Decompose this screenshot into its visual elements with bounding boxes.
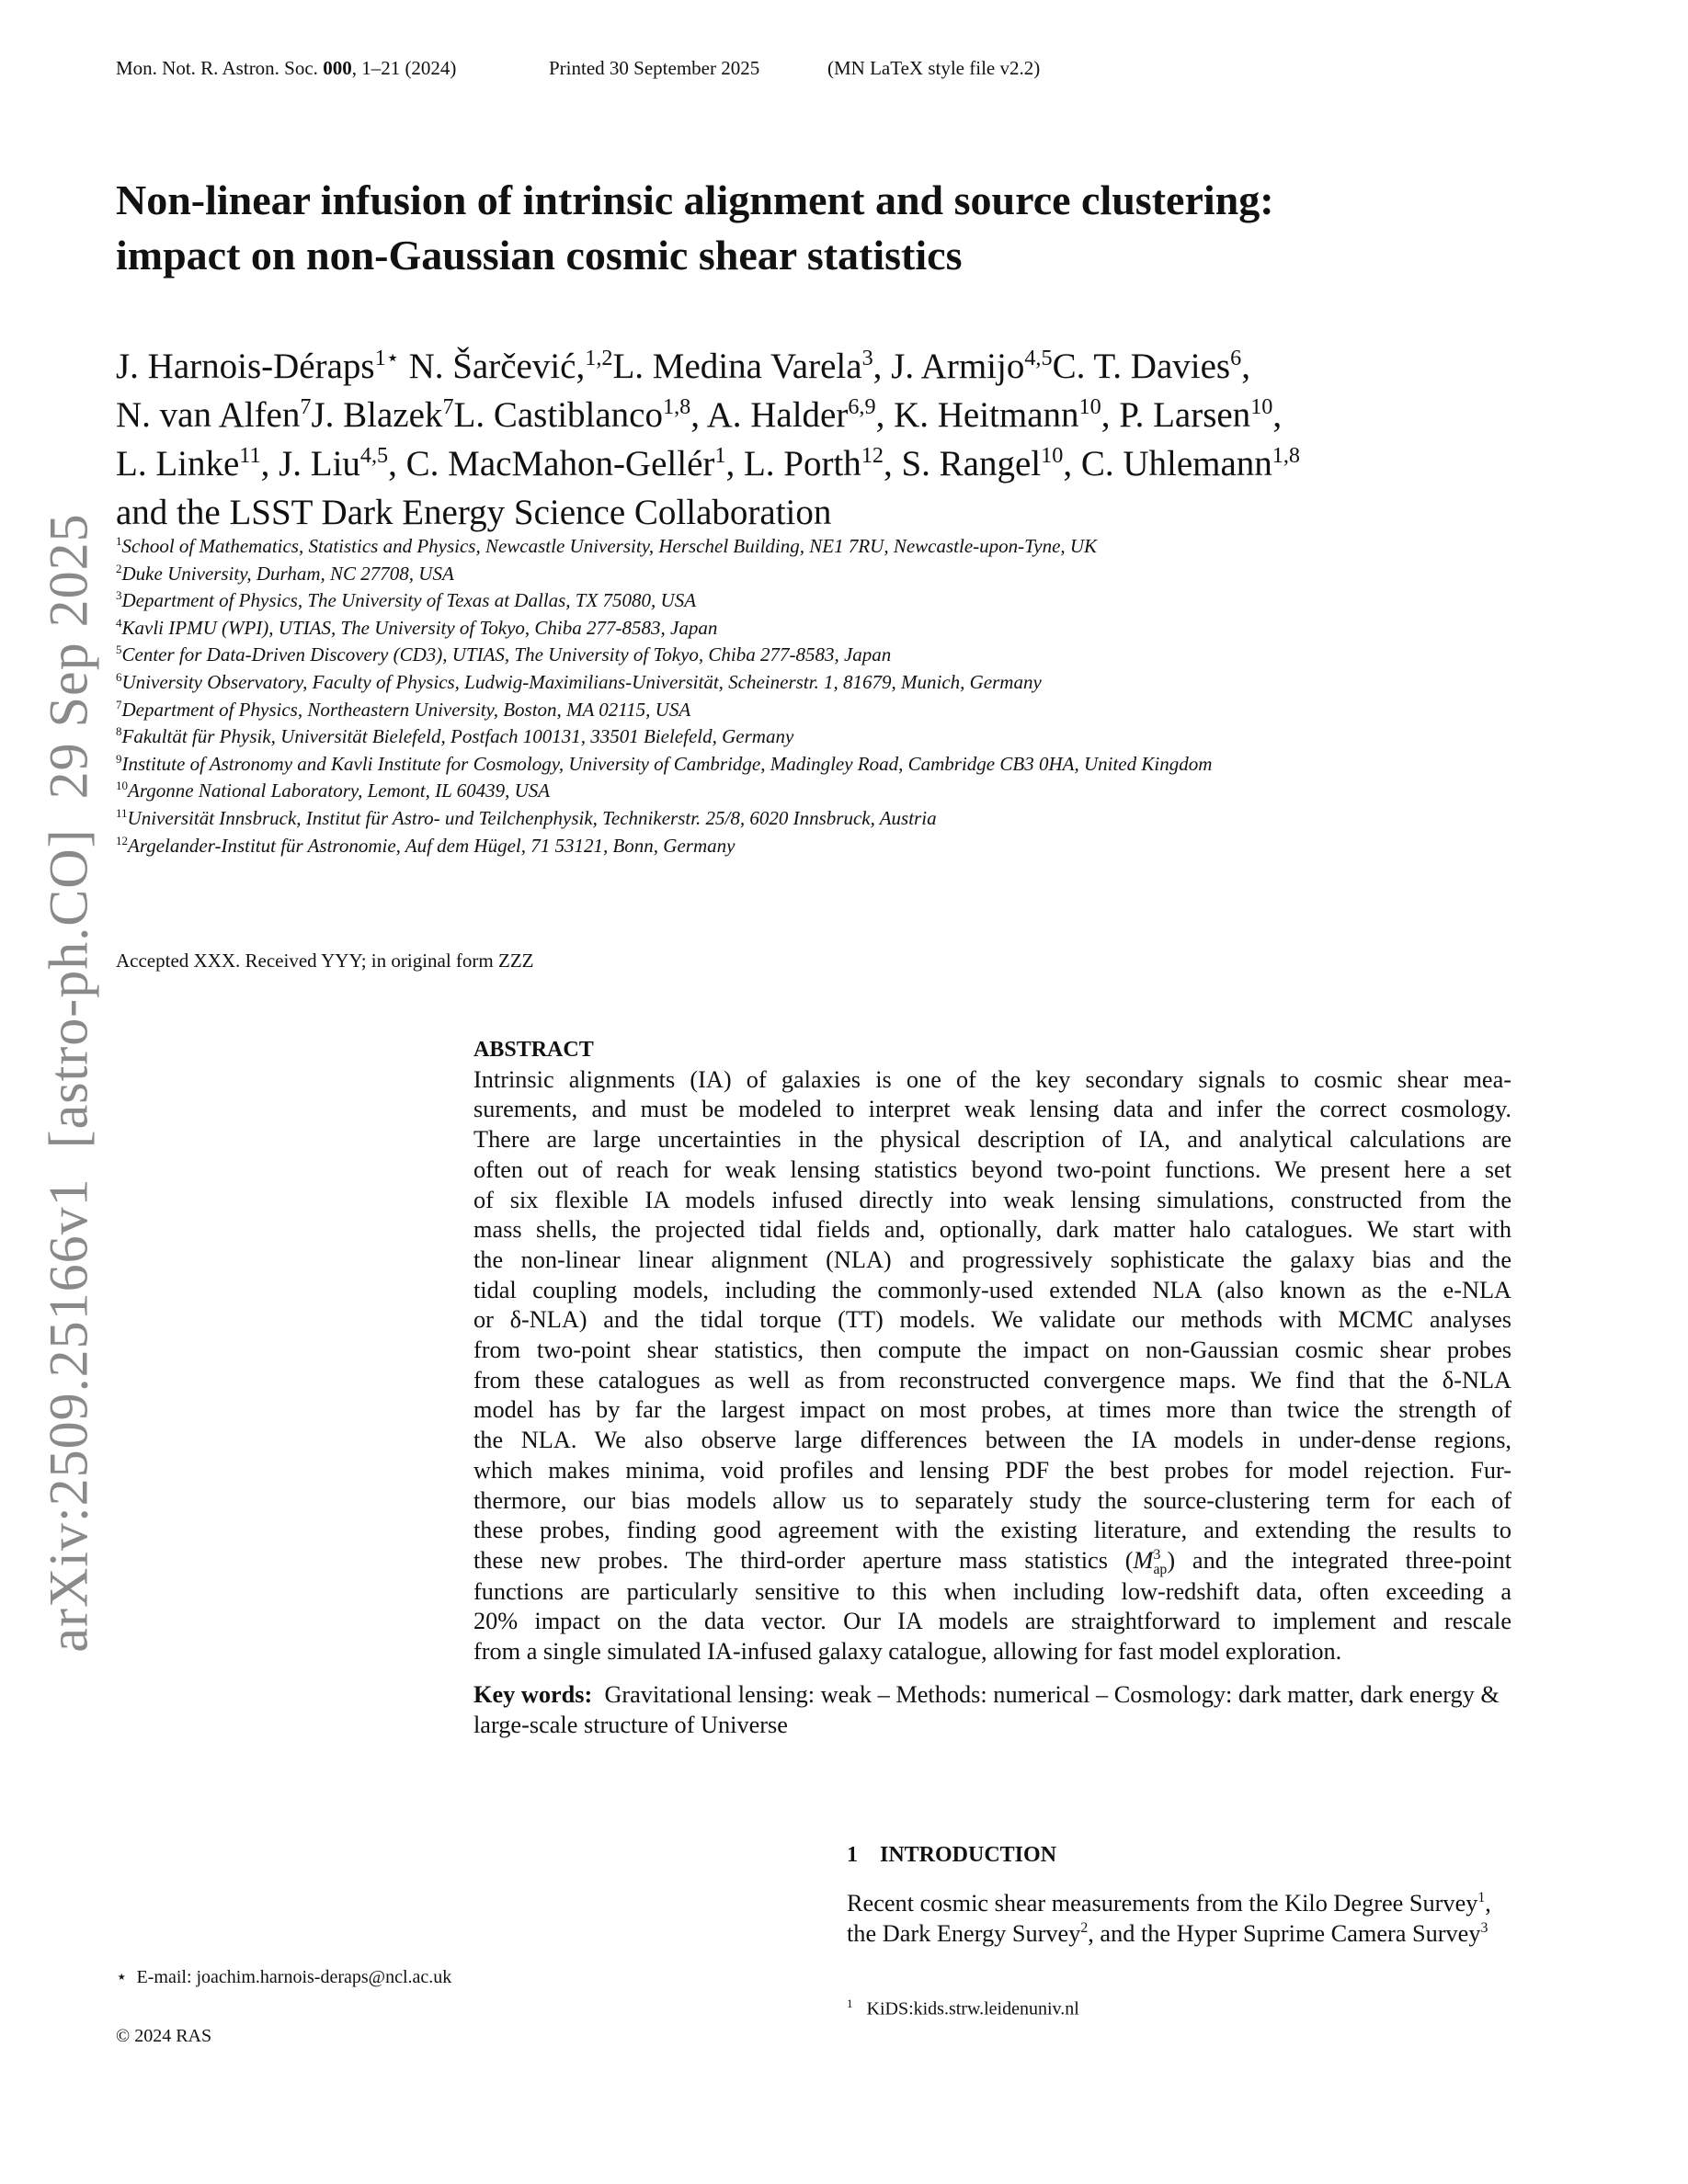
abstract-line: often out of reach for weak lensing statistics beyond two-point functions. We present here a set [473,1155,1511,1183]
author-name: C. T. Davies [1052,347,1231,386]
separator [400,347,409,386]
affiliation-text: Duke University, Durham, NC 27708, USA [121,562,454,585]
affiliation-number: 3 [116,588,122,603]
author-line [116,488,1300,537]
author-name: L. Medina Varela [612,347,862,386]
affiliation-text: Argonne National Laboratory, Lemont, IL 60439, USA [128,779,551,802]
affiliation-number: 7 [116,697,122,711]
affiliation [116,697,1212,724]
abstract-line: or δ-NLA) and the tidal torque (TT) models. We validate our methods with MCMC analyses [473,1306,1511,1334]
affiliation-number: 12 [116,833,129,847]
author-line [116,342,1300,391]
affiliation-number: 2 [116,561,122,575]
affiliation-mark: 3 [861,346,873,370]
abstract-line: which makes minima, void profiles and lensing PDF the best probes for model rejection. Fur- [473,1456,1511,1484]
separator: , [388,444,406,483]
separator: , [260,444,279,483]
printed-date: Printed 30 September 2025 [549,57,760,79]
affiliation-text: Universität Innsbruck, Institut für Astro- und Teilchenphysik, Technikerstr. 25/8, 6020 Innsbruck, Austria [127,806,937,829]
affiliation-mark: 1,8 [1272,443,1301,468]
affiliation-text: Argelander-Institut für Astronomie, Auf dem Hügel, 71 53121, Bonn, Germany [128,834,736,857]
abstract-line: Intrinsic alignments (IA) of galaxies is one of the key secondary signals to cosmic shear mea- [473,1065,1511,1093]
affiliation-mark: 1,2 [585,346,613,370]
affiliation-number: 1 [116,534,122,548]
abstract-line: tidal coupling models, including the commonly-used extended NLA (also known as the e-NLA [473,1276,1511,1303]
footnote-ref[interactable]: 2 [1080,1919,1089,1936]
affiliation-mark: 10 [1041,443,1064,468]
abstract-line: from a single simulated IA-infused galaxy catalogue, allowing for fast model exploration. [473,1638,1342,1666]
arxiv-identifier[interactable]: arXiv:2509.25166v1 [astro-ph.CO] 29 Sep 2025 [38,513,99,1653]
author-name: P. Larsen [1119,395,1251,435]
affiliation-text: Fakultät für Physik, Universität Bielefeld, Postfach 100131, 33501 Bielefeld, Germany [121,725,794,748]
affiliation-text: Kavli IPMU (WPI), UTIAS, The University of Tokyo, Chiba 277-8583, Japan [121,616,718,639]
author-name: N. Šarčević, [408,347,586,386]
affiliation-text: Center for Data-Driven Discovery (CD3), UTIAS, The University of Tokyo, Chiba 277-8583, Japan [121,643,892,666]
author-line [116,391,1300,439]
affiliation-number: 6 [116,669,122,684]
affiliation-number: 5 [116,643,122,657]
abstract-line: 20% impact on the data vector. Our IA models are straightforward to implement and rescale [473,1608,1511,1635]
affiliation [116,615,1212,643]
affiliation-text: University Observatory, Faculty of Physics, Ludwig-Maximilians-Universität, Scheinerstr. 1, 81679, Munich, Germany [121,670,1042,693]
affiliation-mark: 7 [442,394,454,419]
abstract-line: of six flexible IA models infused directly into weak lensing simulations, constructed from the [473,1186,1511,1213]
abstract-line: from these catalogues as well as from reconstructed convergence maps. We find that the δ-NLA [473,1366,1511,1393]
intro-paragraph: Recent cosmic shear measurements from the Kilo Degree Survey$^1$, the Dark Energy Survey$^2$, and the Hyper Suprime Camera Survey$^3$ [847,1890,1491,1947]
affiliation-mark: 4,5 [359,443,389,468]
abstract-line: the non-linear linear alignment (NLA) and progressively sophisticate the galaxy bias and the [473,1246,1511,1273]
affiliation-text: Institute of Astronomy and Kavli Institute for Cosmology, University of Cambridge, Madingley Road, Cambridge CB3 0HA, United Kingdom [121,752,1213,775]
affiliation-number: 4 [116,615,122,630]
author-name: C. MacMahon-Gellér [405,444,715,483]
affiliation-mark: 1 [714,443,726,468]
abstract-line: these new probes. The third-order aperture mass statistics (M 3 ap ) and the integrated three-point [473,1546,1511,1577]
author-name: L. Castiblanco [453,395,663,435]
separator: , [725,444,744,483]
abstract [473,1035,1511,1667]
footnote-ref[interactable]: 1 [1477,1890,1486,1906]
separator: , [1101,395,1120,435]
affiliation-mark: 1,8 [662,394,691,419]
affiliation-number: 9 [116,751,122,766]
affiliation [116,833,1212,860]
affiliation-mark: 6 [1230,346,1242,370]
journal-citation: Mon. Not. R. Astron. Soc. 000, 1–21 (2024) [116,57,457,79]
kids-link[interactable]: KiDS:kids.strw.leidenuniv.nl [866,1998,1079,2019]
title-line: Non-linear infusion of intrinsic alignment and source clustering: [116,176,1274,223]
abstract-line: the NLA. We also observe large differences between the IA models in under-dense regions, [473,1427,1511,1454]
affiliation [116,669,1212,697]
footnote-kids: $^1$ KiDS:kids.strw.leidenuniv.nl [847,1996,1079,2019]
author-name: J. Blazek [311,395,443,435]
affiliation [116,805,1212,833]
separator: , [875,395,895,435]
section-heading-introduction: 1 INTRODUCTION [847,1843,1057,1867]
affiliation [116,723,1212,751]
footnote-ref[interactable]: 3 [1480,1919,1488,1936]
affiliation-mark: 11 [239,443,261,468]
affiliation-mark: 10 [1250,394,1273,419]
author-name: L. Porth [743,444,861,483]
math-M: M [1133,1546,1154,1574]
affiliation-mark: 6,9 [848,394,876,419]
affiliation-mark: 1⋆ [374,346,400,370]
author-name: N. van Alfen [116,395,301,435]
author-name: J. Liu [279,444,360,483]
affiliation-list [116,533,1212,859]
copyright: © 2024 RAS [116,2026,212,2046]
affiliation-mark: 4,5 [1024,346,1053,370]
affiliation [116,642,1212,669]
abstract-line: functions are particularly sensitive to this when including low-redshift data, often exceeding a [473,1577,1511,1605]
author-name: C. Uhlemann [1080,444,1272,483]
author-name: and the LSST Dark Energy Science Collaboration [116,493,832,532]
separator: , [883,444,902,483]
affiliation-mark: 7 [300,394,312,419]
affiliation-mark: 12 [861,443,884,468]
separator: , [873,347,892,386]
affiliation [116,587,1212,615]
abstract-line: thermore, our bias models allow us to separately study the source-clustering term for each of [473,1486,1511,1514]
abstract-line: mass shells, the projected tidal fields and, optionally, dark matter halo catalogues. We start with [473,1216,1511,1244]
affiliation [116,533,1212,561]
author-name: J. Armijo [891,347,1025,386]
abstract-line: model has by far the largest impact on most probes, at times more than twice the strength of [473,1396,1511,1424]
abstract-line: from two-point shear statistics, then compute the impact on non-Gaussian cosmic shear probes [473,1337,1511,1364]
abstract-line: There are large uncertainties in the physical description of IA, and analytical calculations are [473,1126,1511,1154]
affiliation-mark: 10 [1078,394,1101,419]
affiliation-text: School of Mathematics, Statistics and Physics, Newcastle University, Herschel Building, NE1 7RU, Newcastle-upon-Tyne, UK [121,535,1098,557]
affiliation [116,561,1212,588]
keywords: Key words: Gravitational lensing: weak – Methods: numerical – Cosmology: dark matter, dark energy & large-scale structure of Universe [473,1681,1500,1738]
affiliation-text: Department of Physics, Northeastern University, Boston, MA 02115, USA [121,698,691,721]
affiliation-number: 10 [116,779,129,793]
author-list [116,342,1300,537]
email-footnote: ⋆ E-mail: joachim.harnois-deraps@ncl.ac.uk [116,1967,452,1987]
author-name: S. Rangel [901,444,1042,483]
abstract-heading: ABSTRACT [473,1038,594,1062]
author-name: K. Heitmann [894,395,1079,435]
author-name: L. Linke [116,444,240,483]
title-line: impact on non-Gaussian cosmic shear statistics [116,232,963,279]
separator: , [1241,347,1250,386]
paper-title [116,173,1274,283]
affiliation-text: Department of Physics, The University of Texas at Dallas, TX 75080, USA [121,589,697,612]
affiliation-number: 11 [116,805,128,820]
style-file-note: (MN LaTeX style file v2.2) [827,57,1041,79]
abstract-line: these probes, finding good agreement with the existing literature, and extending the results to [473,1517,1511,1544]
separator: , [1063,444,1081,483]
author-name: A. Halder [706,395,849,435]
accepted-note: Accepted XXX. Received YYY; in original form ZZZ [116,950,534,972]
abstract-line: surements, and must be modeled to interpret weak lensing data and infer the correct cosmology. [473,1096,1511,1123]
affiliation-number: 8 [116,724,122,739]
author-name: J. Harnois-Déraps [116,347,375,386]
separator: , [1272,395,1283,435]
separator: , [690,395,707,435]
affiliation [116,778,1212,805]
author-line [116,439,1300,488]
affiliation [116,751,1212,779]
